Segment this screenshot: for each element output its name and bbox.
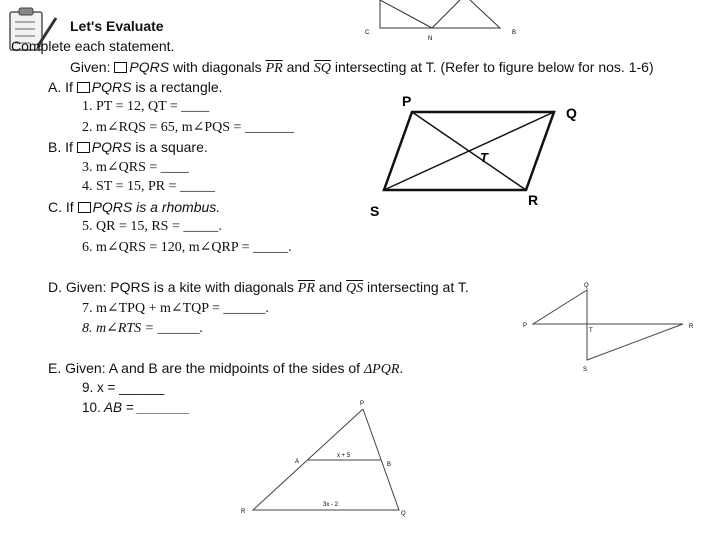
parallelogram-symbol-icon [77,142,90,153]
item-5: 5. QR = 15, RS = _____. [82,219,222,234]
item-9: 9. x = ______ [82,380,165,395]
label-b: B [512,30,517,36]
parallelogram-figure [360,90,600,230]
given-line: Given: PQRS with diagonals $\overline{PR}$ and $\overline{SQ}$ intersecting at T. (Refer to figure below for nos. 1-6) [70,59,654,76]
tri-q: Q [401,511,406,517]
item-2: 2. m∠RQS = 65, m∠PQS = _______ [82,120,294,135]
item-7: 7. m∠TPQ + m∠TQP = ______. [82,301,269,316]
item-10: 10. AB = _______ [82,400,190,415]
page-title: Let's Evaluate [70,18,164,34]
vertex-t: T [480,150,488,165]
kite-figure [515,280,700,375]
item-1: 1. PT = 12, QT = ____ [82,99,210,114]
vertex-p: P [402,93,412,109]
tri-label-top: x + 5 [337,453,351,459]
top-cropped-figure [360,0,530,42]
item-8: 8. m∠RTS = ______. [82,321,204,336]
tri-r: R [241,509,246,515]
section-b-heading: B. If PQRS is a square. [48,139,208,155]
kite-s: S [583,367,588,373]
kite-q: Q [584,283,589,289]
tri-b: B [387,462,392,468]
vertex-r: R [528,192,539,208]
item-3: 3. m∠QRS = ____ [82,160,189,175]
section-c-heading: C. If PQRS is a rhombus. [48,199,221,215]
section-a-heading: A. If PQRS is a rectangle. [48,79,223,95]
parallelogram-symbol-icon [77,82,90,93]
kite-p: P [523,323,528,329]
instruction-text: Complete each statement. [11,38,175,54]
parallelogram-symbol-icon [114,62,127,73]
vertex-s: S [370,203,380,219]
item-6: 6. m∠QRS = 120, m∠QRP = _____. [82,240,292,255]
tri-p: P [360,401,365,407]
label-c: C [365,30,370,36]
kite-t: T [589,328,593,334]
tri-a: A [295,459,300,465]
tri-label-bottom: 3x - 2 [323,502,339,508]
label-n: N [428,36,433,42]
triangle-figure [235,395,415,525]
parallelogram-symbol-icon [78,202,91,213]
kite-r: R [689,324,694,330]
section-d-heading: D. Given: PQRS is a kite with diagonals $\overline{PR}$ and $\overline{QS}$ intersecting at T. [48,279,469,296]
section-e-heading: E. Given: A and B are the midpoints of the sides of ΔPQR. [48,360,404,377]
item-4: 4. ST = 15, PR = _____ [82,179,215,194]
vertex-q: Q [566,105,577,121]
